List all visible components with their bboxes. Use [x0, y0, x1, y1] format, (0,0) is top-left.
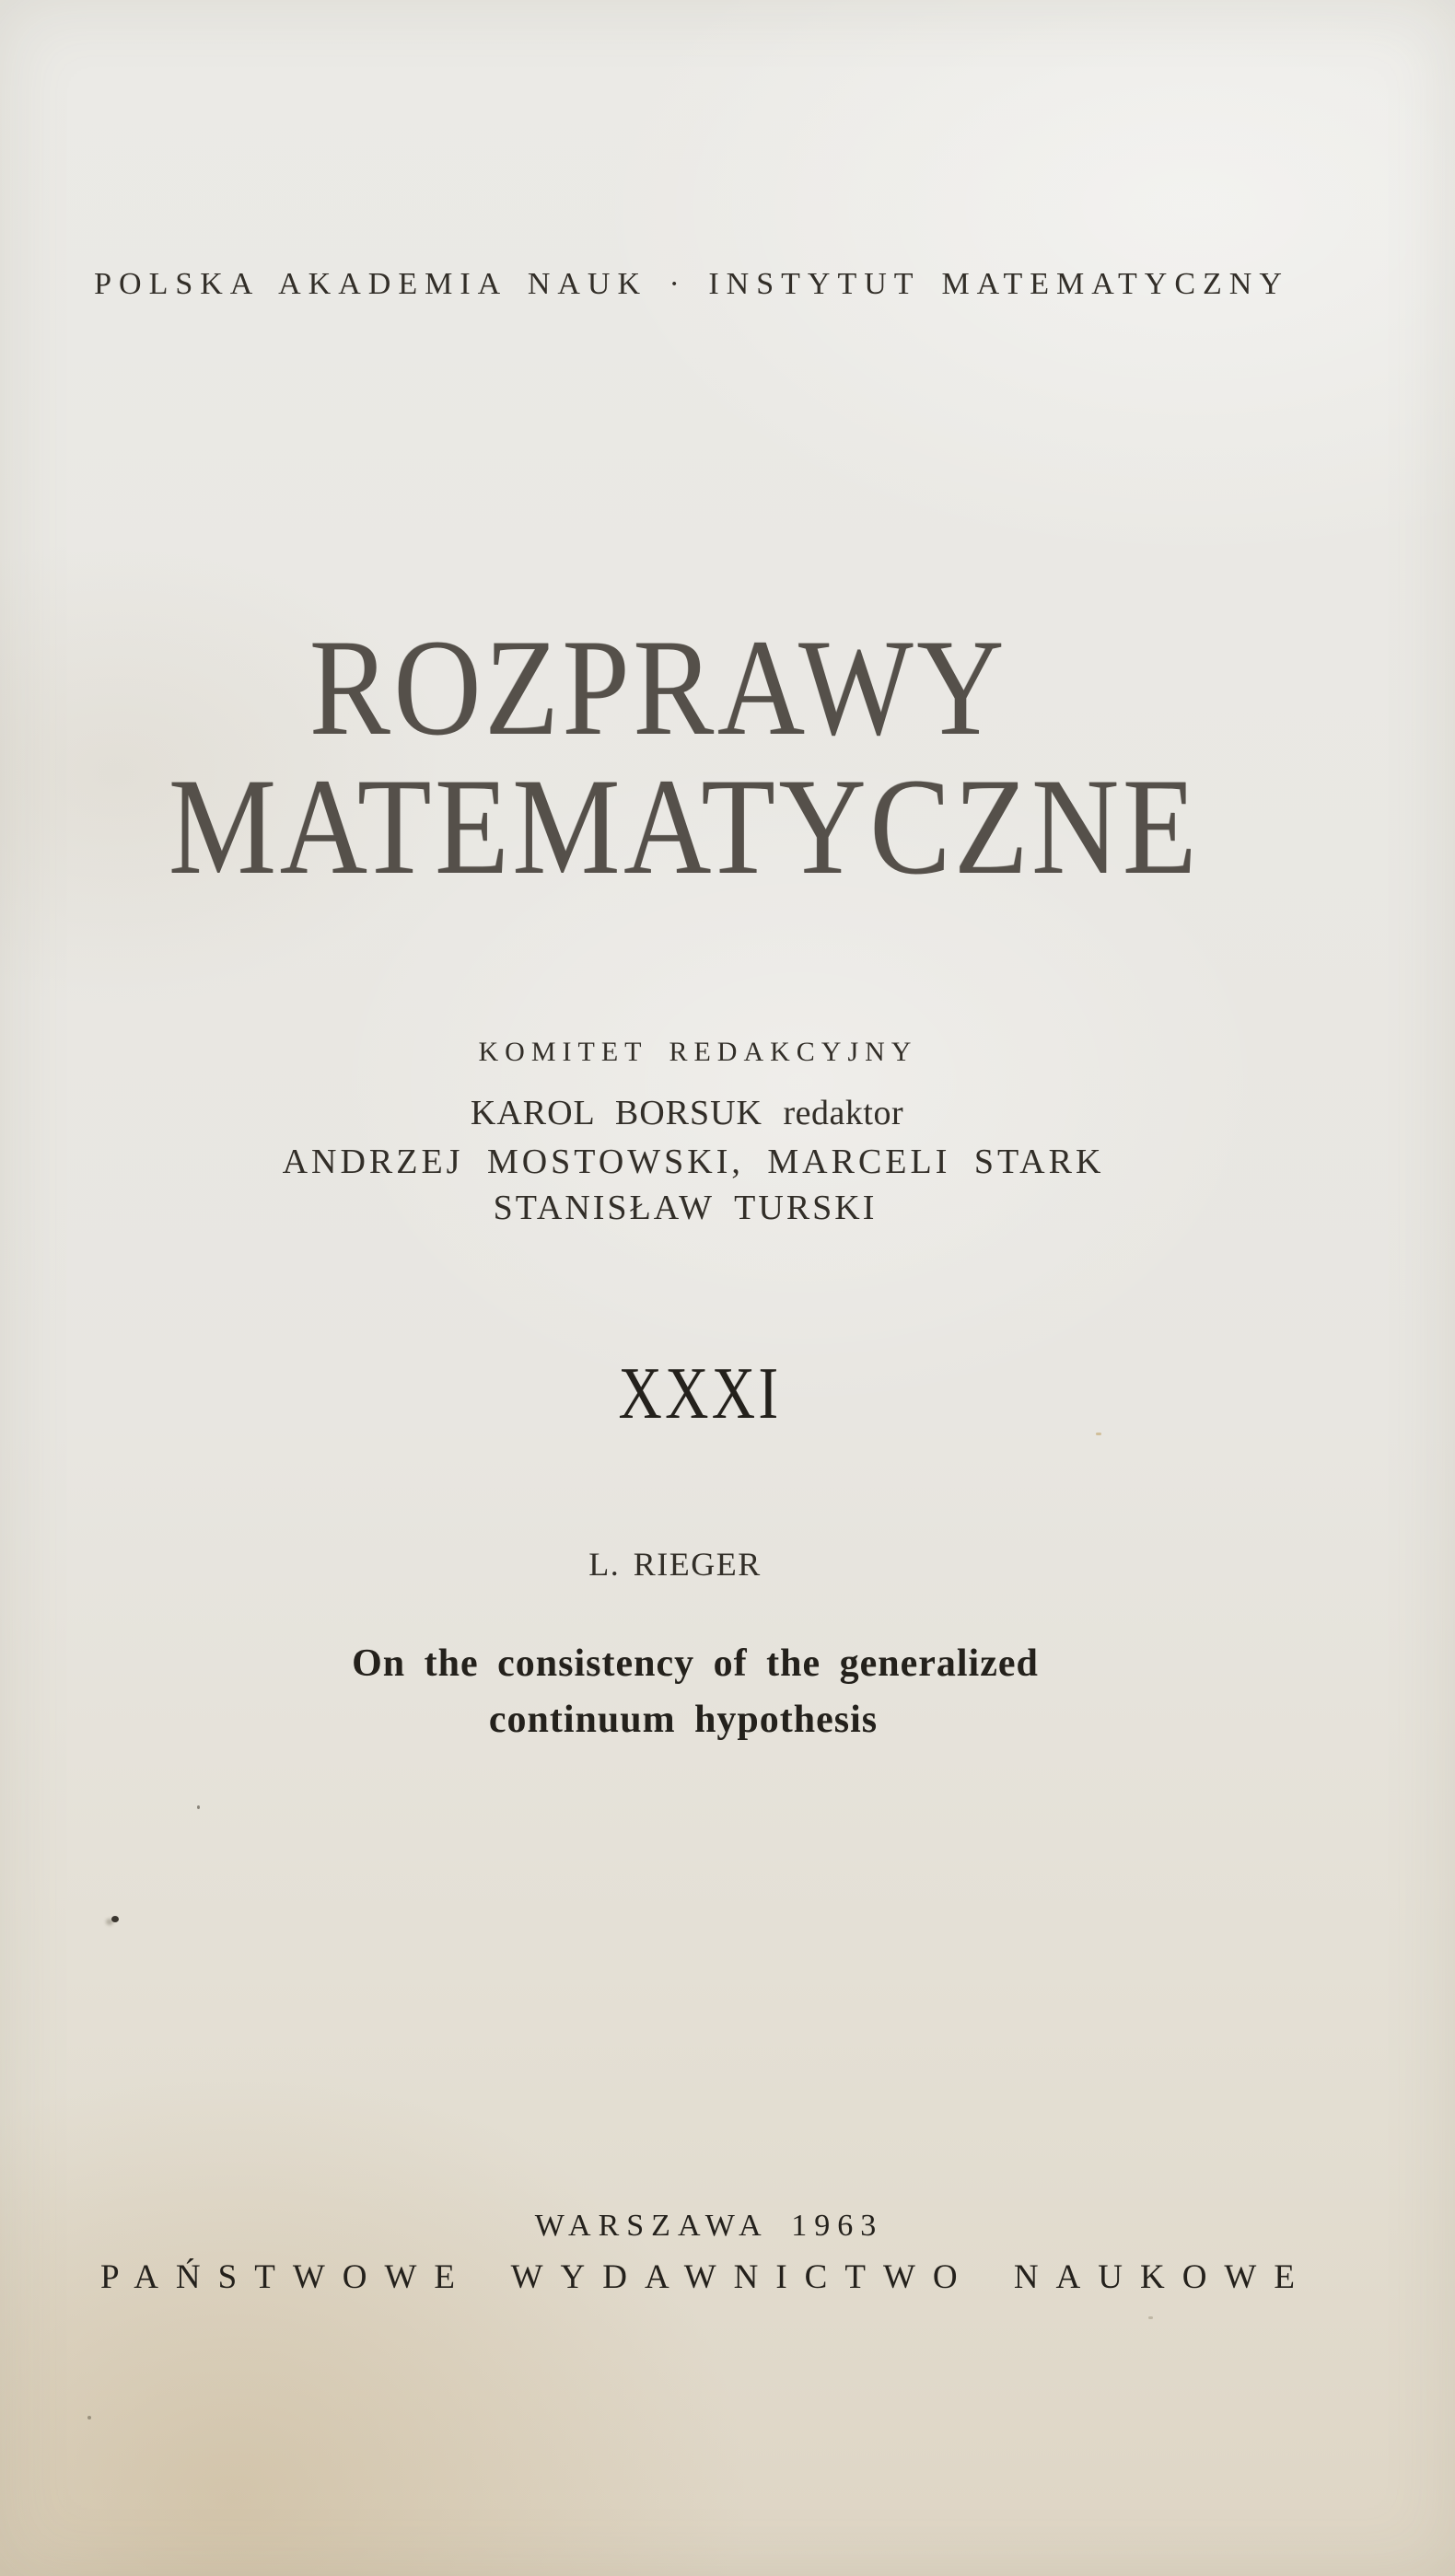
ink-speck [87, 2416, 91, 2419]
institution-line: POLSKA AKADEMIA NAUK · INSTYTUT MATEMATYCZNY [94, 267, 1289, 301]
paper-fiber-speck [1148, 2316, 1153, 2319]
work-title-line2: continuum hypothesis [488, 1699, 879, 1741]
ink-speck [111, 1916, 119, 1922]
work-title-line1: On the consistency of the generalized [352, 1642, 1039, 1685]
volume-number: XXXI [618, 1353, 782, 1434]
imprint-place-year: WARSZAWA 1963 [534, 2209, 884, 2243]
imprint-publisher: PAŃSTWOWE WYDAWNICTWO NAUKOWE [100, 2258, 1312, 2296]
editor-name: KAROL BORSUK [470, 1094, 763, 1132]
editor-role: redaktor [783, 1094, 904, 1132]
paper-fiber-speck [1096, 1433, 1101, 1435]
author-name: L. RIEGER [588, 1546, 762, 1583]
committee-members-line1: ANDRZEJ MOSTOWSKI, MARCELI STARK [282, 1143, 1105, 1181]
editor-line [0, 1096, 1385, 1131]
series-title-line1: ROZPRAWY [308, 611, 1008, 764]
series-title-line2: MATEMATYCZNE [168, 750, 1201, 903]
editorial-committee-heading: KOMITET REDAKCYJNY [478, 1037, 918, 1067]
committee-members-line2: STANISŁAW TURSKI [493, 1189, 878, 1227]
ink-speck [197, 1805, 200, 1809]
